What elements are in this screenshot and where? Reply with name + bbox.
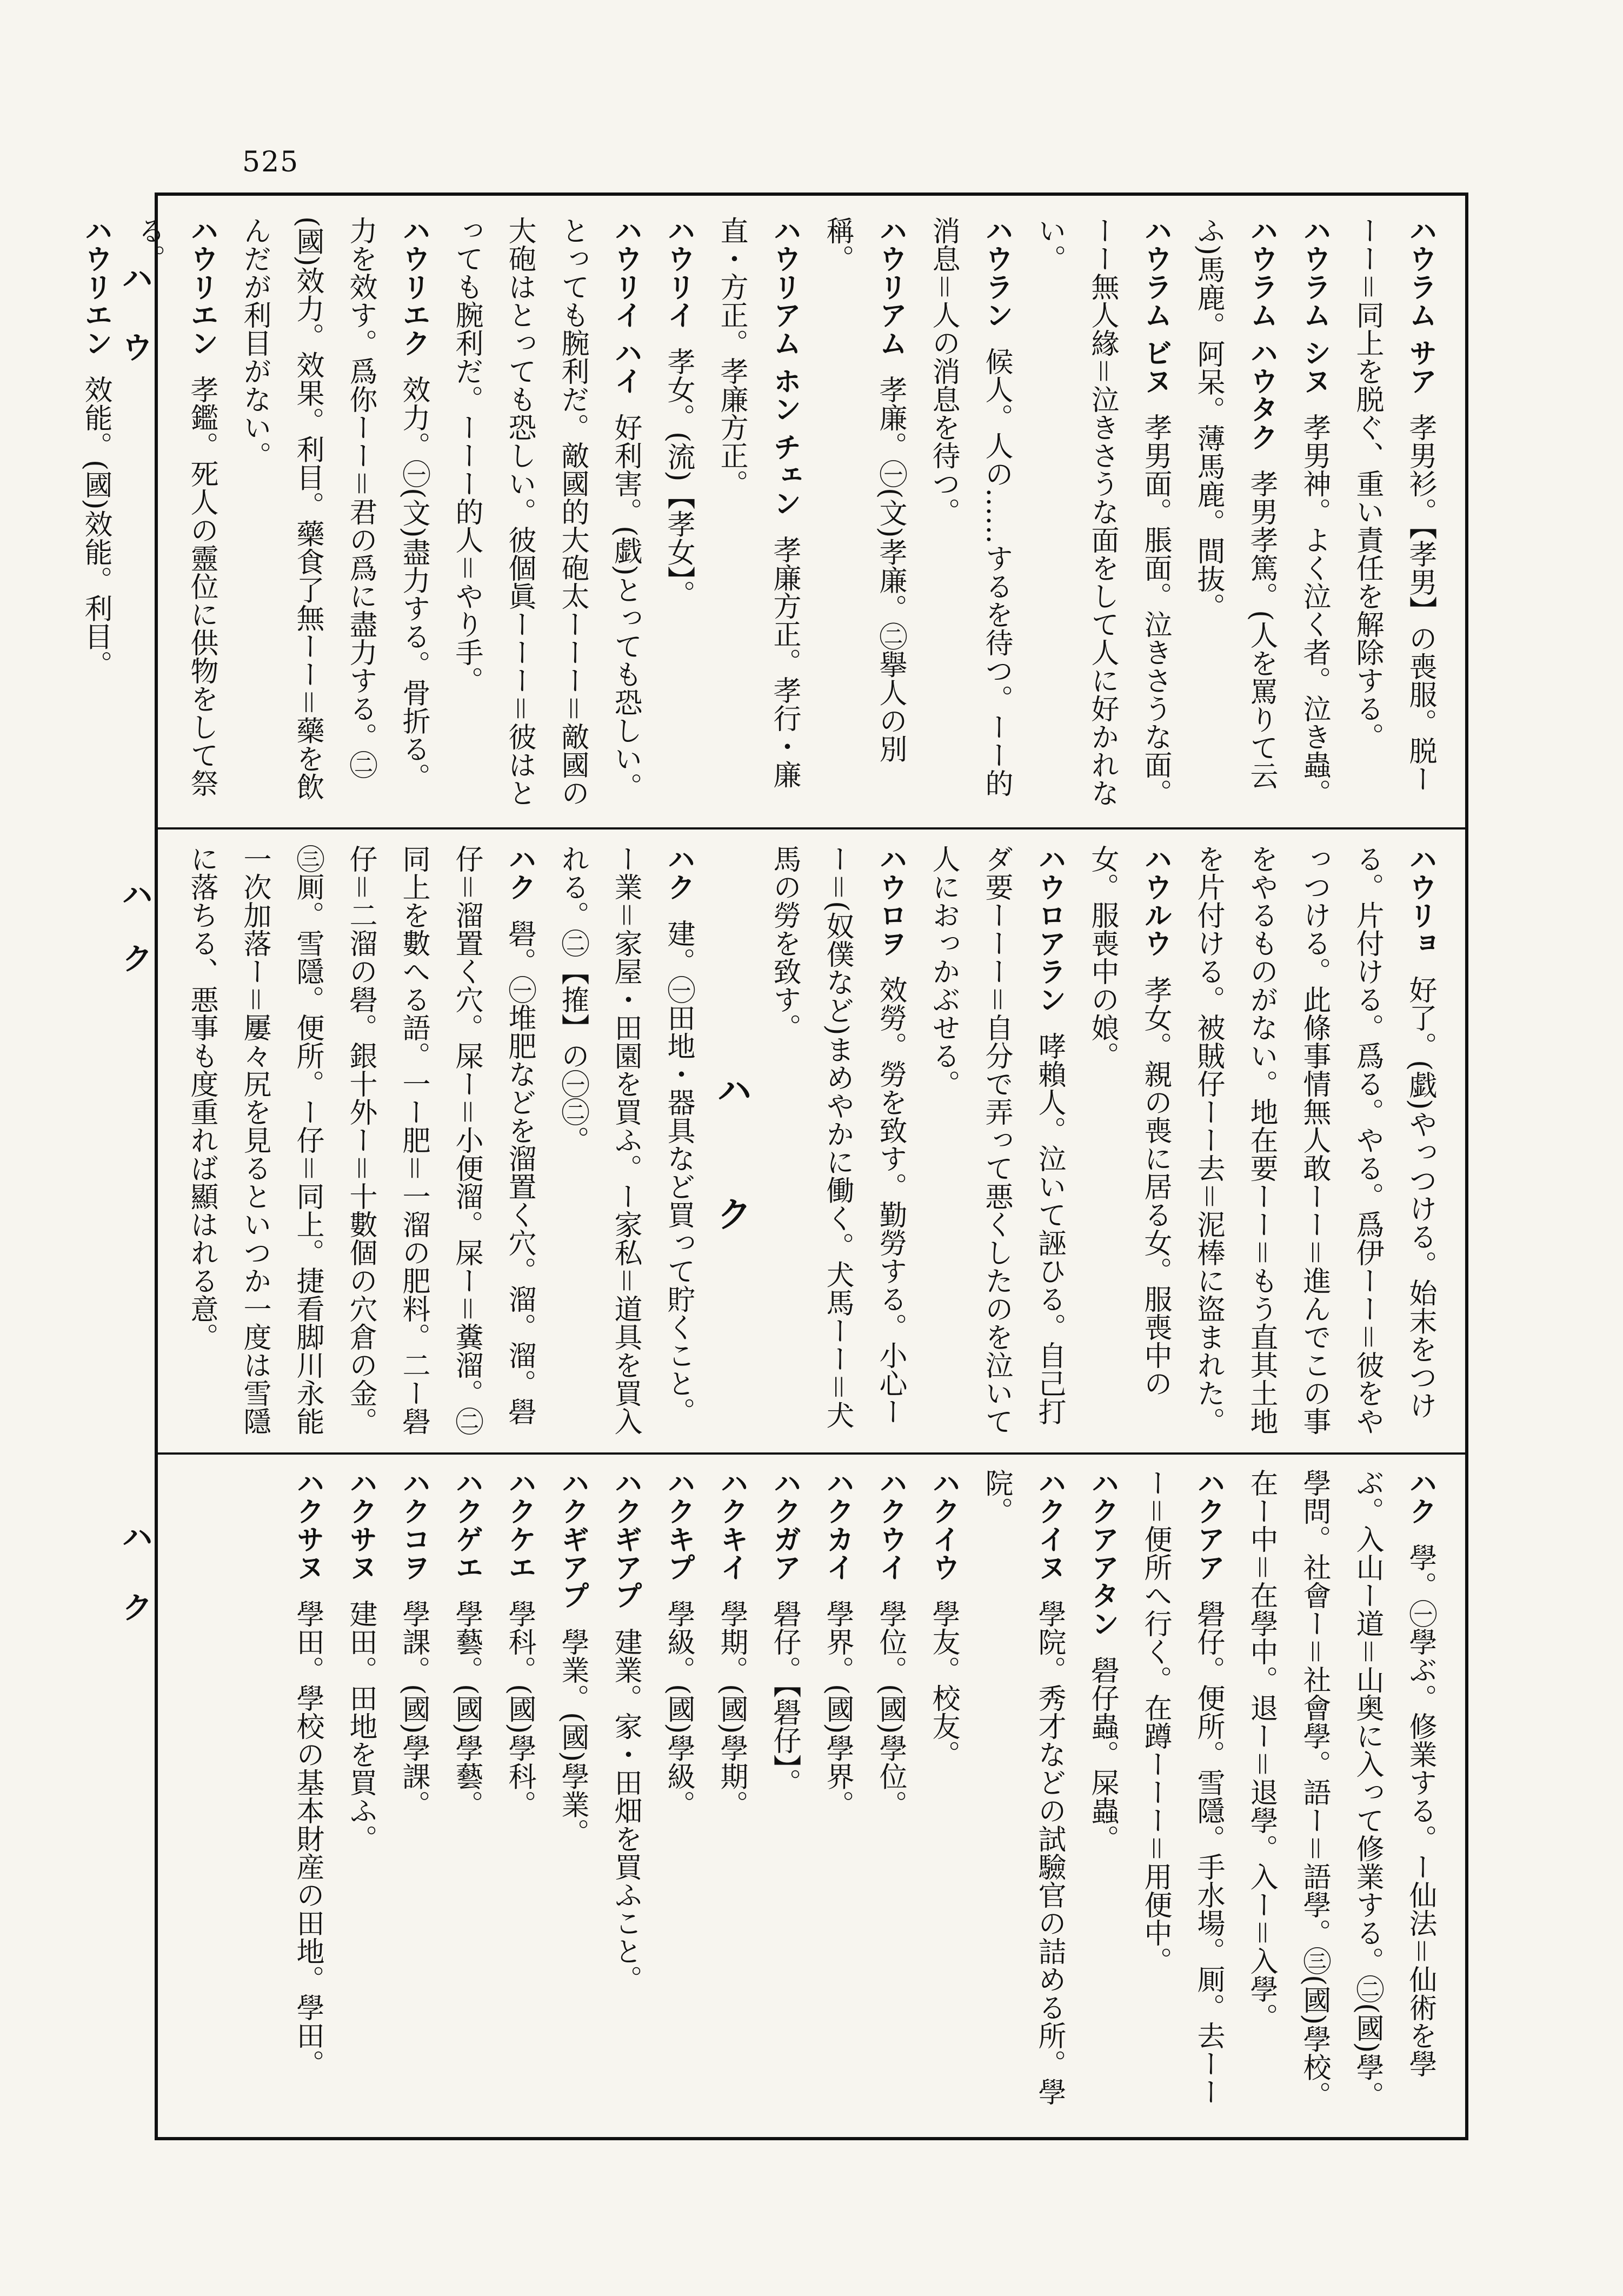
dictionary-entry bbox=[281, 1469, 334, 2128]
entry-definition: 孝男衫。【孝男】の喪服。脱ーーー＝同上を脱ぐ、重い責任を解除する。 bbox=[1351, 216, 1436, 793]
entry-definition: 孝男神。よく泣く者。泣き蟲。 bbox=[1298, 413, 1331, 807]
entry-definition: 孝男面。脹面。泣きさうな面。ーー無人緣＝泣きさうな面をして人に好かれない。 bbox=[1033, 216, 1172, 807]
entry-reading: ハウリアム ホン チェン bbox=[768, 216, 801, 517]
dictionary-entry bbox=[1076, 845, 1182, 1442]
entry-reading: ハクアア bbox=[1192, 1469, 1225, 1581]
dictionary-entry bbox=[546, 1469, 599, 2128]
kana-section-header-text: ハ ク bbox=[710, 1071, 753, 1269]
side-label-top-2: ウ bbox=[122, 330, 152, 366]
section-hau bbox=[79, 216, 1447, 817]
entry-reading: ハクゲエ bbox=[450, 1469, 483, 1581]
entry-reading: ハウラム ビヌ bbox=[1139, 216, 1172, 395]
entry-reading: ハクアアタン bbox=[1086, 1469, 1119, 1637]
dictionary-entry bbox=[652, 216, 705, 817]
entry-definition: 孝廉。㊀(文)孝廉。㊁擧人の別稱。 bbox=[821, 216, 907, 763]
dictionary-entry bbox=[546, 845, 705, 1442]
side-label-bottom-1: ハ bbox=[122, 1520, 152, 1556]
dictionary-entry bbox=[705, 1469, 758, 2128]
dictionary-entry bbox=[1129, 1469, 1235, 2128]
entry-reading: ハクイウ bbox=[927, 1469, 960, 1581]
dictionary-entry bbox=[864, 1469, 917, 2128]
entry-definition: 好利害。(戯)とっても恐しい。とっても腕利だ。敵國的大砲太ーーー＝敵國の大砲はとっても恐しい。彼個眞ーーー＝彼はとっても腕利だ。ーーー的人＝やり手。 bbox=[450, 216, 642, 807]
entry-definition: 候人。人の……するを待つ。ーー的消息＝人の消息を待つ。 bbox=[927, 216, 1013, 797]
entry-reading: ハクキプ bbox=[662, 1469, 695, 1581]
entry-reading: ハウロアラン bbox=[1033, 845, 1066, 1013]
dictionary-entry bbox=[440, 1469, 493, 2128]
entry-definition: 學。㊀學ぶ。修業する。ー仙法＝仙術を學ぶ。入山ー道＝山奥に入って修業する。㊁(國)學。學問。社會ー＝社會學。語ー＝語學。㊂(國)學校。在ー中＝在學中。退ー＝退學。入ー＝入學。 bbox=[1245, 1469, 1436, 2109]
entry-definition: 礐仔。便所。雪隱。手水場。厠。去ーーー＝便所へ行く。在蹲ーーー＝用便中。 bbox=[1139, 1469, 1225, 2106]
entry-definition: 學界。(國)學界。 bbox=[821, 1600, 854, 1819]
entry-definition: 孝男孝篤。(人を罵りて云ふ)馬鹿。阿呆。薄馬鹿。間抜。 bbox=[1192, 216, 1278, 790]
entry-reading: ハウラム ハウタク bbox=[1245, 216, 1278, 452]
entry-definition: 孝鑑。死人の靈位に供物をして祭る。 bbox=[132, 216, 218, 797]
dictionary-entry bbox=[1076, 1469, 1129, 2128]
entry-reading: ハクカイ bbox=[821, 1469, 854, 1581]
entry-reading: ハクコヲ bbox=[397, 1469, 430, 1581]
entry-definition: 學級。(國)學級。 bbox=[662, 1600, 695, 1819]
side-label-bottom-2: ク bbox=[122, 1590, 152, 1626]
dictionary-entry bbox=[440, 216, 652, 817]
entry-reading: ハクサヌ bbox=[344, 1469, 377, 1581]
entry-reading: ハクウイ bbox=[874, 1469, 907, 1581]
entry-reading: ハクギアプ bbox=[609, 1469, 642, 1609]
dictionary-entry bbox=[599, 1469, 652, 2128]
entry-reading: ハクケエ bbox=[503, 1469, 536, 1581]
entry-reading: ハクサヌ bbox=[291, 1469, 324, 1581]
entry-reading: ハクキイ bbox=[715, 1469, 748, 1581]
section-divider-2 bbox=[155, 1452, 1468, 1455]
dictionary-entry bbox=[334, 1469, 387, 2128]
entry-definition: 孝廉方正。孝行・廉直・方正。孝廉方正。 bbox=[715, 216, 801, 789]
entry-reading: ハウラン bbox=[980, 216, 1013, 329]
entry-reading: ハウリイ ハイ bbox=[609, 216, 642, 395]
section-haku-top bbox=[176, 845, 1447, 1442]
entry-definition: 學期。(國)學期。 bbox=[715, 1600, 748, 1819]
entry-reading: ハウリョ bbox=[1404, 845, 1437, 957]
dictionary-entry bbox=[69, 216, 122, 817]
entry-reading: ハク bbox=[1404, 1469, 1437, 1525]
side-label-middle-1: ハ bbox=[122, 878, 152, 913]
dictionary-entry bbox=[387, 1469, 440, 2128]
entry-reading: ハクイヌ bbox=[1033, 1469, 1066, 1581]
entry-definition: 礐仔蟲。屎蟲。 bbox=[1086, 1656, 1119, 1853]
entry-reading: ハウリエン bbox=[79, 216, 112, 357]
dictionary-entry bbox=[652, 1469, 705, 2128]
dictionary-entry bbox=[758, 845, 917, 1442]
entry-reading: ハウラム シヌ bbox=[1298, 216, 1331, 395]
dictionary-entry bbox=[917, 216, 1023, 817]
entry-reading: ハク bbox=[662, 845, 695, 901]
entry-definition: 哮賴人。泣いて誣ひる。自己打ダ要ーーー＝自分で弄って悪くしたのを泣いて人におっかぶせる。 bbox=[927, 845, 1066, 1435]
dictionary-entry bbox=[1235, 1469, 1447, 2128]
dictionary-entry bbox=[1182, 216, 1288, 817]
side-label-top-1: ハ bbox=[122, 261, 152, 297]
dictionary-entry bbox=[970, 1469, 1076, 2128]
section-haku-bottom bbox=[176, 1469, 1447, 2128]
entry-definition: 學田。學校の基本財産の田地。學田。 bbox=[291, 1600, 324, 2078]
entry-definition: 學科。(國)學科。 bbox=[503, 1600, 536, 1819]
entry-reading: ハウリイ bbox=[662, 216, 695, 329]
dictionary-entry bbox=[1341, 216, 1447, 817]
dictionary-entry bbox=[917, 845, 1076, 1442]
entry-definition: 建田。田地を買ふ。 bbox=[344, 1600, 377, 1853]
entry-reading: ハクガア bbox=[768, 1469, 801, 1581]
dictionary-entry bbox=[228, 216, 440, 817]
kana-section-header bbox=[705, 845, 758, 1442]
entry-definition: 好了。(戯)やっつける。始末をつける。片付ける。爲る。やる。爲伊ーー＝彼をやっつける。此條事情無人敢ーー＝進んでこの事をやるものがない。地在要ーー＝もう直其土地を片付ける。被賊仔ーー去＝泥棒に盜まれた。 bbox=[1192, 845, 1436, 1435]
entry-definition: 孝女。(流)【孝女】。 bbox=[662, 347, 695, 608]
entry-definition: 學課。(國)學課。 bbox=[397, 1600, 430, 1819]
entry-definition: 效能。(國)效能。利目。 bbox=[79, 375, 112, 679]
entry-reading: ハウリエク bbox=[397, 216, 430, 357]
entry-definition: 學藝。(國)學藝。 bbox=[450, 1600, 483, 1819]
entry-definition: 礐。㊀堆肥などを溜置く穴。溜。溜。礐仔＝溜置く穴。屎ー＝小便溜。屎ー＝糞溜。㊁同上を數へる語。一ー肥＝一溜の肥料。二ー礐仔＝二溜の礐。銀十外ー＝十數個の穴倉の金。㊂厠。雪隱。便所。ー仔＝同上。捷看脚川永能一次加落ー＝屢々尻を見るといつか一度は雪隱に落ちる、悪事も度重れば顯はれる意。 bbox=[185, 845, 536, 1436]
entry-definition: 礐仔。【礐仔】。 bbox=[768, 1600, 801, 1796]
entry-reading: ハウロヲ bbox=[874, 845, 907, 957]
dictionary-entry bbox=[1023, 216, 1182, 817]
entry-definition: 建業。家・田畑を買ふこと。 bbox=[609, 1628, 642, 1993]
dictionary-entry bbox=[758, 1469, 811, 2128]
entry-reading: ハクギアプ bbox=[556, 1469, 589, 1609]
entry-definition: 建。㊀田地・器具など買って貯くこと。ー業＝家屋・田園を買ふ。ー家私＝道具を買入れる。㊁【搉】の㊀㊁。 bbox=[556, 845, 695, 1436]
entry-definition: 學業。(國)學業。 bbox=[556, 1628, 589, 1847]
entry-definition: 學院。秀才などの試驗官の詰める所。學院。 bbox=[980, 1469, 1066, 2106]
entry-definition: 效勞。勞を致す。勤勞する。小心ーー＝(奴僕など)まめやかに働く。犬馬ーー＝犬馬の勞を致す。 bbox=[768, 845, 907, 1429]
section-divider-1 bbox=[155, 827, 1468, 830]
entry-definition: 效力。㊀(文)盡力する。骨折る。力を效す。爲你ーー＝君の爲に盡力する。㊁(國)效力。效果。利目。藥食了無ーー＝藥を飲んだが利目がない。 bbox=[238, 216, 430, 801]
entry-reading: ハク bbox=[503, 845, 536, 901]
entry-reading: ハウルウ bbox=[1139, 845, 1172, 957]
dictionary-entry bbox=[811, 216, 917, 817]
dictionary-entry bbox=[175, 845, 546, 1442]
entry-definition: 學友。校友。 bbox=[927, 1600, 960, 1768]
entry-definition: 孝女。親の喪に居る女。服喪中の女。服喪中の娘。 bbox=[1086, 845, 1172, 1397]
side-label-middle-2: ク bbox=[122, 941, 152, 977]
dictionary-entry bbox=[493, 1469, 546, 2128]
dictionary-entry bbox=[811, 1469, 864, 2128]
dictionary-entry bbox=[705, 216, 811, 817]
entry-reading: ハウラム サア bbox=[1404, 216, 1437, 395]
entry-reading: ハウリアム bbox=[874, 216, 907, 357]
dictionary-entry bbox=[1182, 845, 1447, 1442]
entry-reading: ハウリエン bbox=[185, 216, 218, 357]
page-number: 525 bbox=[242, 146, 300, 178]
dictionary-entry bbox=[917, 1469, 970, 2128]
entry-definition: 學位。(國)學位。 bbox=[874, 1600, 907, 1819]
dictionary-entry bbox=[1288, 216, 1341, 817]
dictionary-entry bbox=[122, 216, 228, 817]
